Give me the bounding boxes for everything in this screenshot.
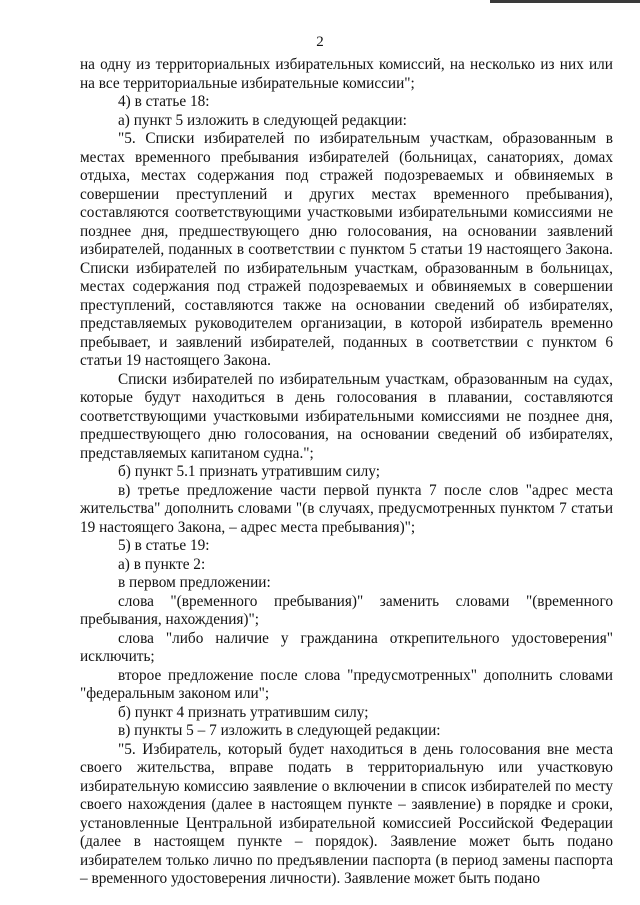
paragraph: в) третье предложение части первой пункта 7 после слов "адрес места жительства" дополнить словами "(в случаях, предусмотренных пунктом 7 статьи 19 настоящего Закона, – адрес места пребывания)"; [80, 481, 613, 536]
paragraph: 4) в статье 18: [118, 93, 210, 110]
document-body [80, 56, 613, 889]
paragraph: в первом предложении: [118, 574, 271, 591]
paragraph: "5. Списки избирателей по избирательным участкам, образованным в местах временного пребывания избирателей (больницах, санаториях, домах отдыха, местах содержания под стражей подозреваемых и обвиняемых в совершении преступлений и других местах временного пребывания), составляются соответствующими участковыми избирательными комиссиями не позднее дня, предшествующего дню голосования, на основании заявлений избирателей, поданных в соответствии с пунктом 5 статьи 19 настоящего Закона. Списки избирателей по избирательным участкам, образованным в больницах, местах содержания под стражей подозреваемых и обвиняемых в совершении преступлений, составляются также на основании сведений об избирателях, представляемых руководителем организации, в которой избиратель временно пребывает, и заявлений избирателей, поданных в соответствии с пунктом 6 статьи 19 настоящего Закона. [80, 130, 613, 369]
paragraph: а) пункт 5 изложить в следующей редакции: [118, 111, 407, 129]
paragraph: на одну из территориальных избирательных комиссий, на несколько из них или на все территориальные избирательные комиссии"; [80, 56, 613, 92]
corner-scan-mark [490, 0, 640, 3]
paragraph: слова "(временного пребывания)" заменить словами "(временного пребывания, нахождения)"; [80, 592, 613, 628]
page-number: 2 [316, 34, 324, 50]
paragraph: б) пункт 5.1 признать утратившим силу; [118, 463, 380, 480]
paragraph: Списки избирателей по избирательным участкам, образованным на судах, которые будут находиться в день голосования в плавании, составляются соответствующими участковыми избирательными комиссиями не позднее дня, предшествующего дню голосования, на основании сведений об избирателях, представляемых капитаном судна."; [80, 370, 613, 462]
paragraph: 5) в статье 19: [118, 537, 210, 554]
paragraph: "5. Избиратель, который будет находиться в день голосования вне места своего жительства, вправе подать в территориальную или участковую избирательную комиссию заявление о включении в список избирателей по месту своего нахождения (далее в настоящем пункте – заявление) в порядке и сроки, установленные Центральной избирательной комиссией Российской Федерации (далее в настоящем пункте – порядок). Заявление может быть подано избирателем только лично по предъявлении паспорта (в период замены паспорта – временного удостоверения личности). Заявление может быть подано [80, 740, 613, 887]
paragraph: в) пункты 5 – 7 изложить в следующей редакции: [118, 722, 441, 739]
paragraph: а) в пункте 2: [118, 555, 206, 573]
paragraph: слова "либо наличие у гражданина открепительного удостоверения" исключить; [80, 629, 613, 665]
paragraph: второе предложение после слова "предусмотренных" дополнить словами "федеральным законом или"; [80, 666, 613, 702]
paragraph: б) пункт 4 признать утратившим силу; [118, 703, 369, 721]
